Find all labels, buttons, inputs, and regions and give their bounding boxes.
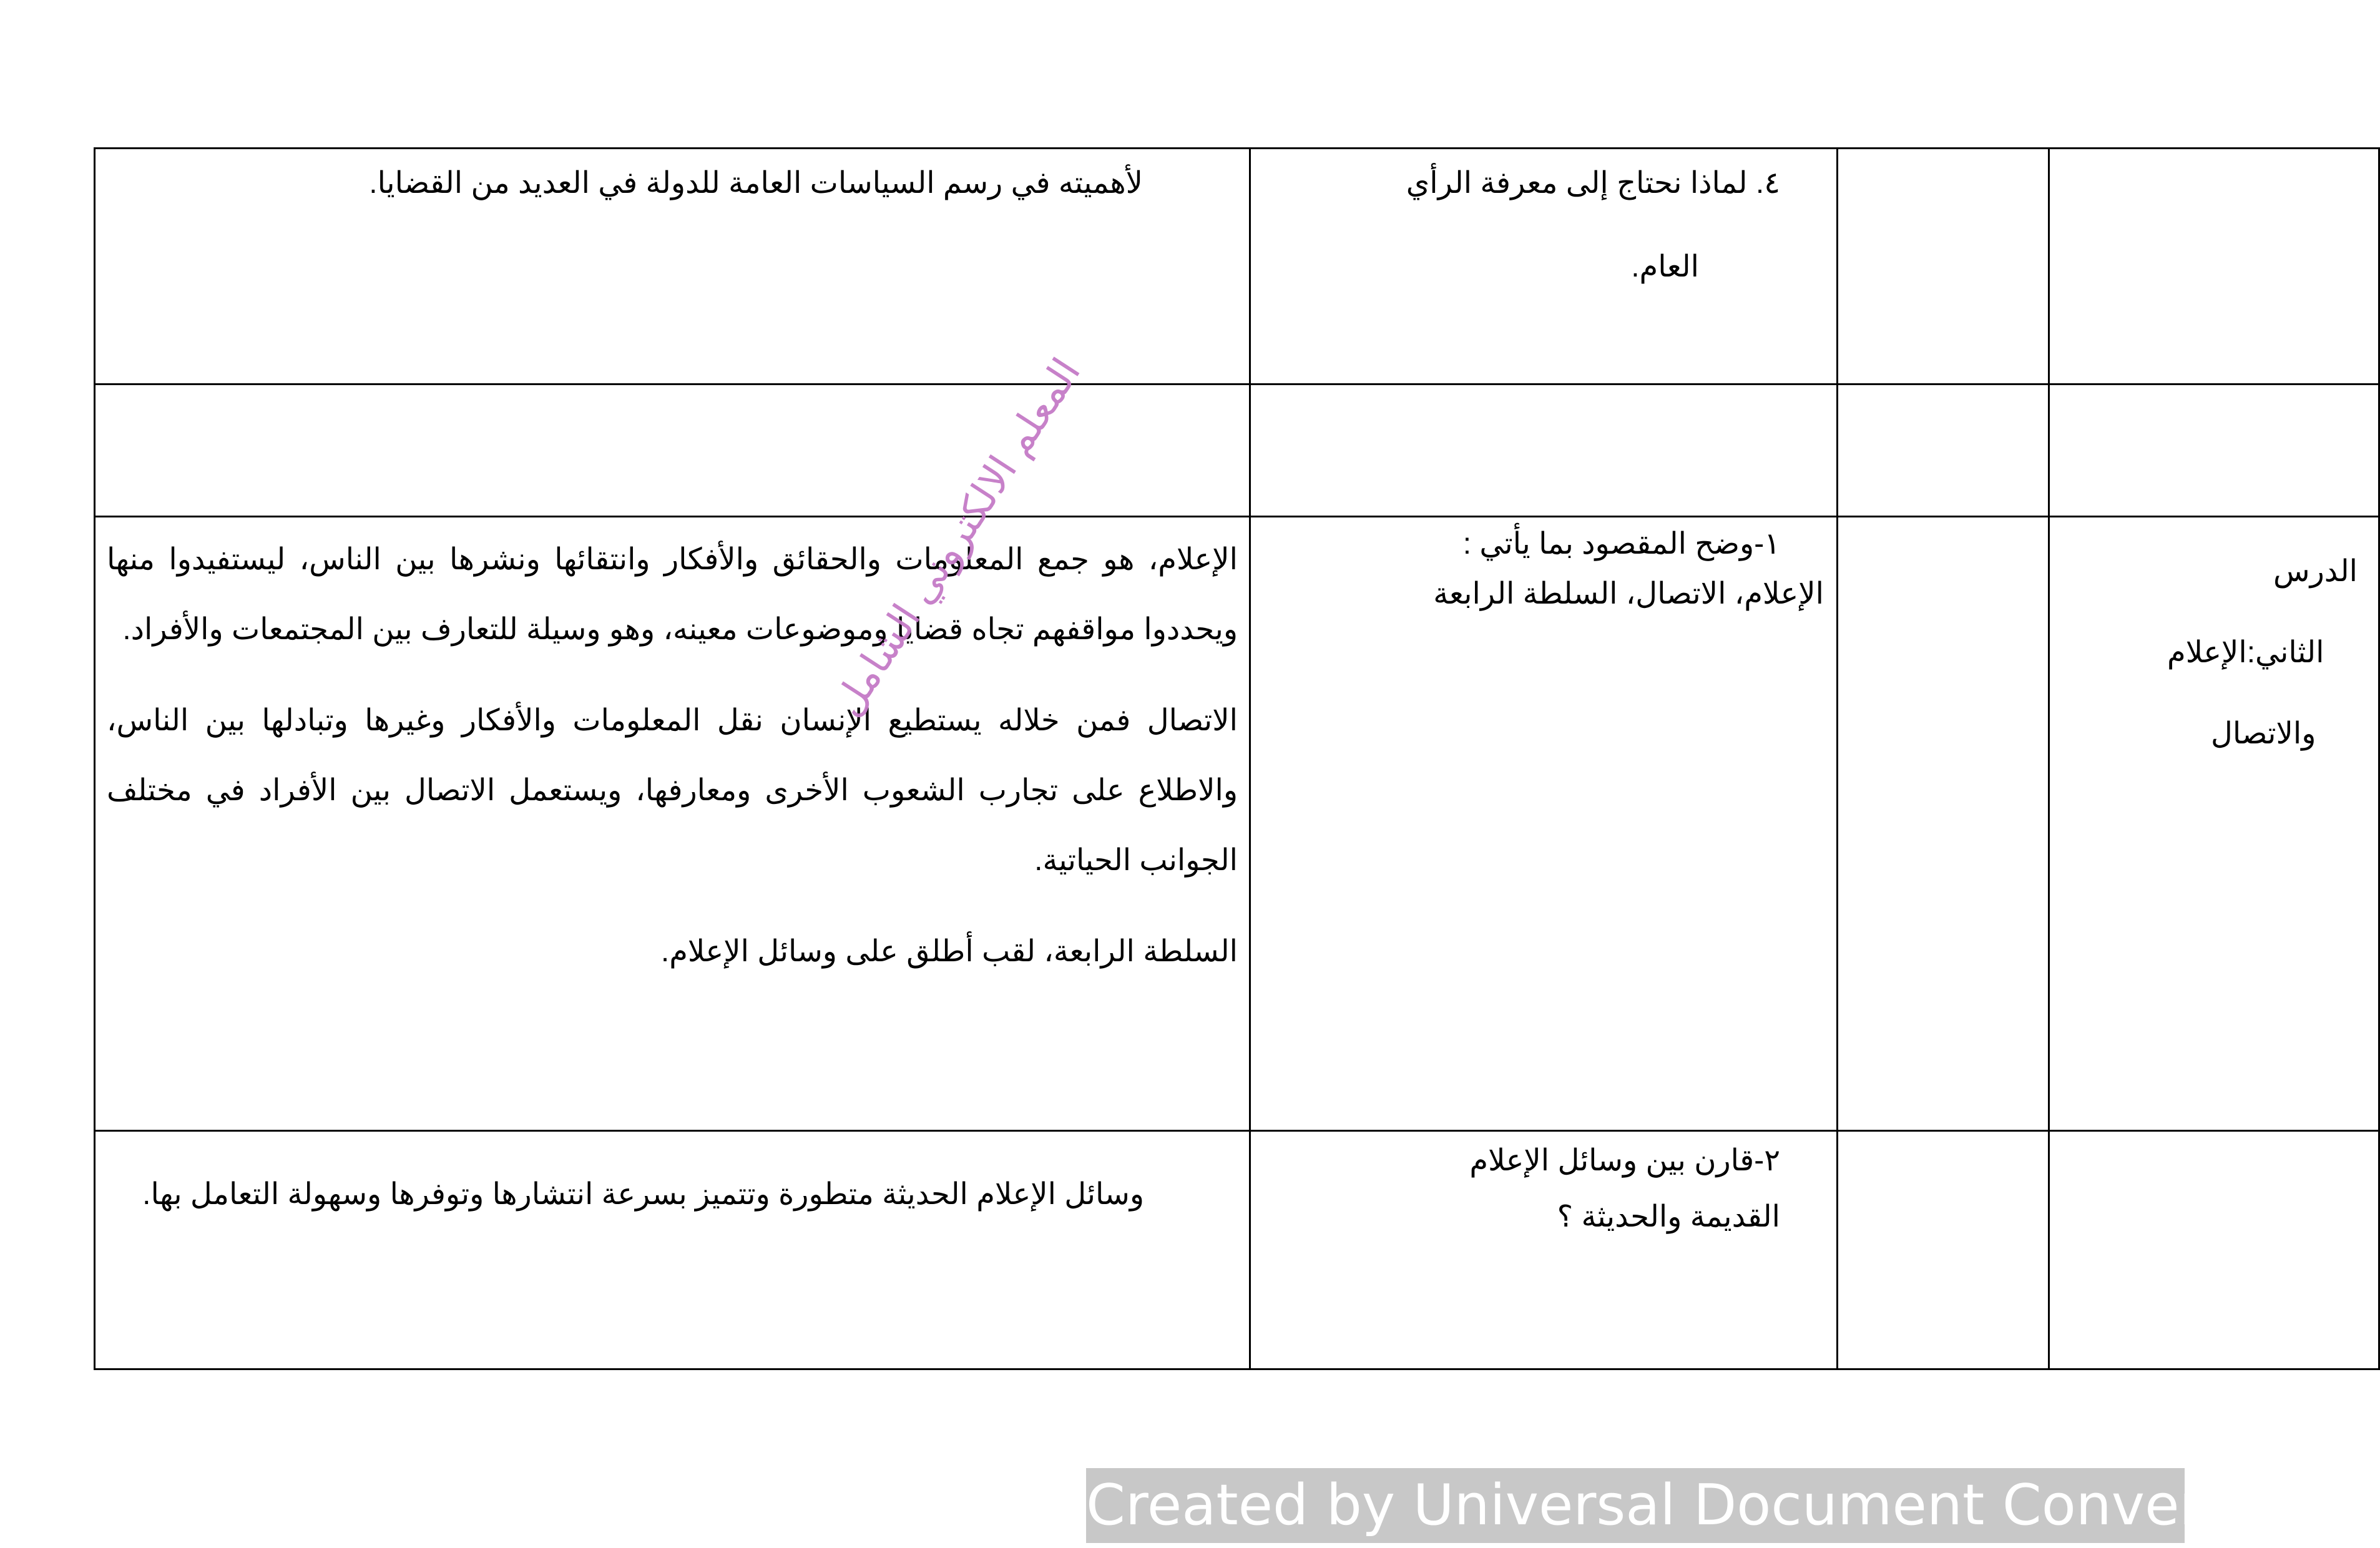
answer-paragraph: الاتصال فمن خلاله يستطيع الإنسان نقل المعلومات والأفكار وغيرها وتبادلها بين الناس، والاطلاع على تجارب الشعوب الأخرى ومعارفها، ويستعمل الاتصال بين الأفراد في مختلف الجوانب الحياتية. [107, 704, 1238, 877]
converter-footer-banner: Created by Universal Document Converter [1086, 1468, 2185, 1543]
table-row [95, 385, 2379, 517]
answer-cell [95, 517, 1250, 1131]
blank-cell [1838, 385, 2049, 517]
blank-cell [1838, 1131, 2049, 1369]
question-cell [1250, 1131, 1838, 1369]
blank-cell [1838, 149, 2049, 385]
question-line: العام. [1631, 250, 1699, 284]
answer-cell [95, 149, 1250, 385]
watermark-text: المعلم الالكتروني الشامل [824, 350, 1089, 724]
lesson-title-line: الدرس [2273, 555, 2358, 588]
question-cell [1250, 149, 1838, 385]
question-line: الإعلام، الاتصال، السلطة الرابعة [1433, 577, 1824, 611]
blank-cell [1838, 517, 2049, 1131]
lesson-title-line: والاتصال [2211, 717, 2316, 750]
lesson-cell [2049, 149, 2379, 385]
question-line: ٤. لماذا نحتاج إلى معرفة الرأي [1406, 167, 1780, 200]
answer-paragraph: وسائل الإعلام الحديثة متطورة وتتميز بسرعة انتشارها وتوفرها وسهولة التعامل بها. [142, 1178, 1144, 1211]
table-row [95, 1131, 2379, 1369]
question-line: ١-وضح المقصود بما يأتي : [1462, 527, 1780, 561]
answer-paragraph: الإعلام، هو جمع المعلومات والحقائق والأفكار وانتقائها ونشرها بين الناس، ليستفيدوا منها ويحددوا مواقفهم تجاه قضايا وموضوعات معينه، وهو وسيلة للتعارف بين المجتمعات والأفراد. [107, 543, 1238, 646]
table-row [95, 149, 2379, 385]
lesson-table [94, 147, 2380, 1370]
question-cell [1250, 517, 1838, 1131]
answer-paragraph: لأهميته في رسم السياسات العامة للدولة في العديد من القضايا. [369, 167, 1143, 200]
lesson-cell [2049, 517, 2379, 1131]
question-cell [1250, 385, 1838, 517]
question-line: ٢-قارن بين وسائل الإعلام [1469, 1144, 1780, 1177]
table-row [95, 517, 2379, 1131]
answer-paragraph: السلطة الرابعة، لقب أطلق على وسائل الإعلام. [660, 935, 1238, 968]
question-line: القديمة والحديثة ؟ [1557, 1200, 1780, 1234]
answer-cell [95, 1131, 1250, 1369]
lesson-cell [2049, 1131, 2379, 1369]
lesson-cell [2049, 385, 2379, 517]
answer-cell [95, 385, 1250, 517]
lesson-title-line: الثاني:الإعلام [2167, 636, 2324, 669]
